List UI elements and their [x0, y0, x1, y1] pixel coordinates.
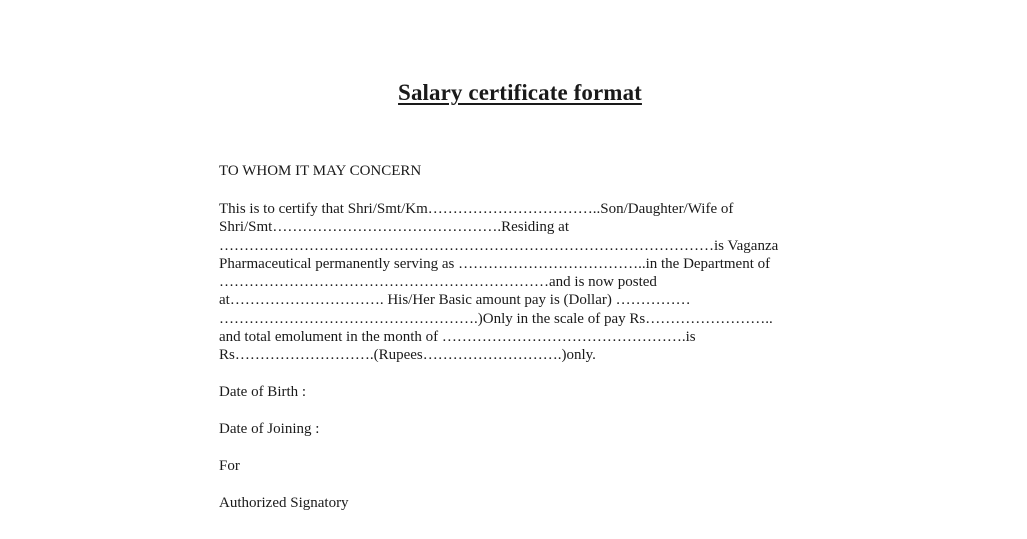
for-label: For: [219, 458, 240, 474]
body-line-5: …………………………………………………………and is now posted: [219, 274, 657, 290]
date-of-joining-label: Date of Joining :: [219, 421, 320, 437]
body-line-1: This is to certify that Shri/Smt/Km……………………………..Son/Daughter/Wife of: [219, 201, 734, 217]
body-line-9: Rs……………………….(Rupees……………………….)only.: [219, 347, 596, 363]
body-line-3: ………………………………………………………………………………………is Vaganza: [219, 238, 779, 254]
document-title: Salary certificate format: [398, 80, 642, 105]
body-line-7: …………………………………………….)Only in the scale of pay Rs……………………..: [219, 311, 773, 327]
date-of-birth-label: Date of Birth :: [219, 384, 307, 400]
body-line-8: and total emolument in the month of ………………………………………….is: [219, 329, 696, 345]
authorized-signatory-label: Authorized Signatory: [219, 495, 349, 511]
body-line-6: at…………………………. His/Her Basic amount pay is (Dollar) ……………: [219, 292, 691, 308]
salutation: TO WHOM IT MAY CONCERN: [219, 163, 422, 179]
body-line-4: Pharmaceutical permanently serving as ………………………………..in the Department of: [219, 256, 771, 272]
body-line-2: Shri/Smt……………………………………….Residing at: [219, 219, 570, 235]
